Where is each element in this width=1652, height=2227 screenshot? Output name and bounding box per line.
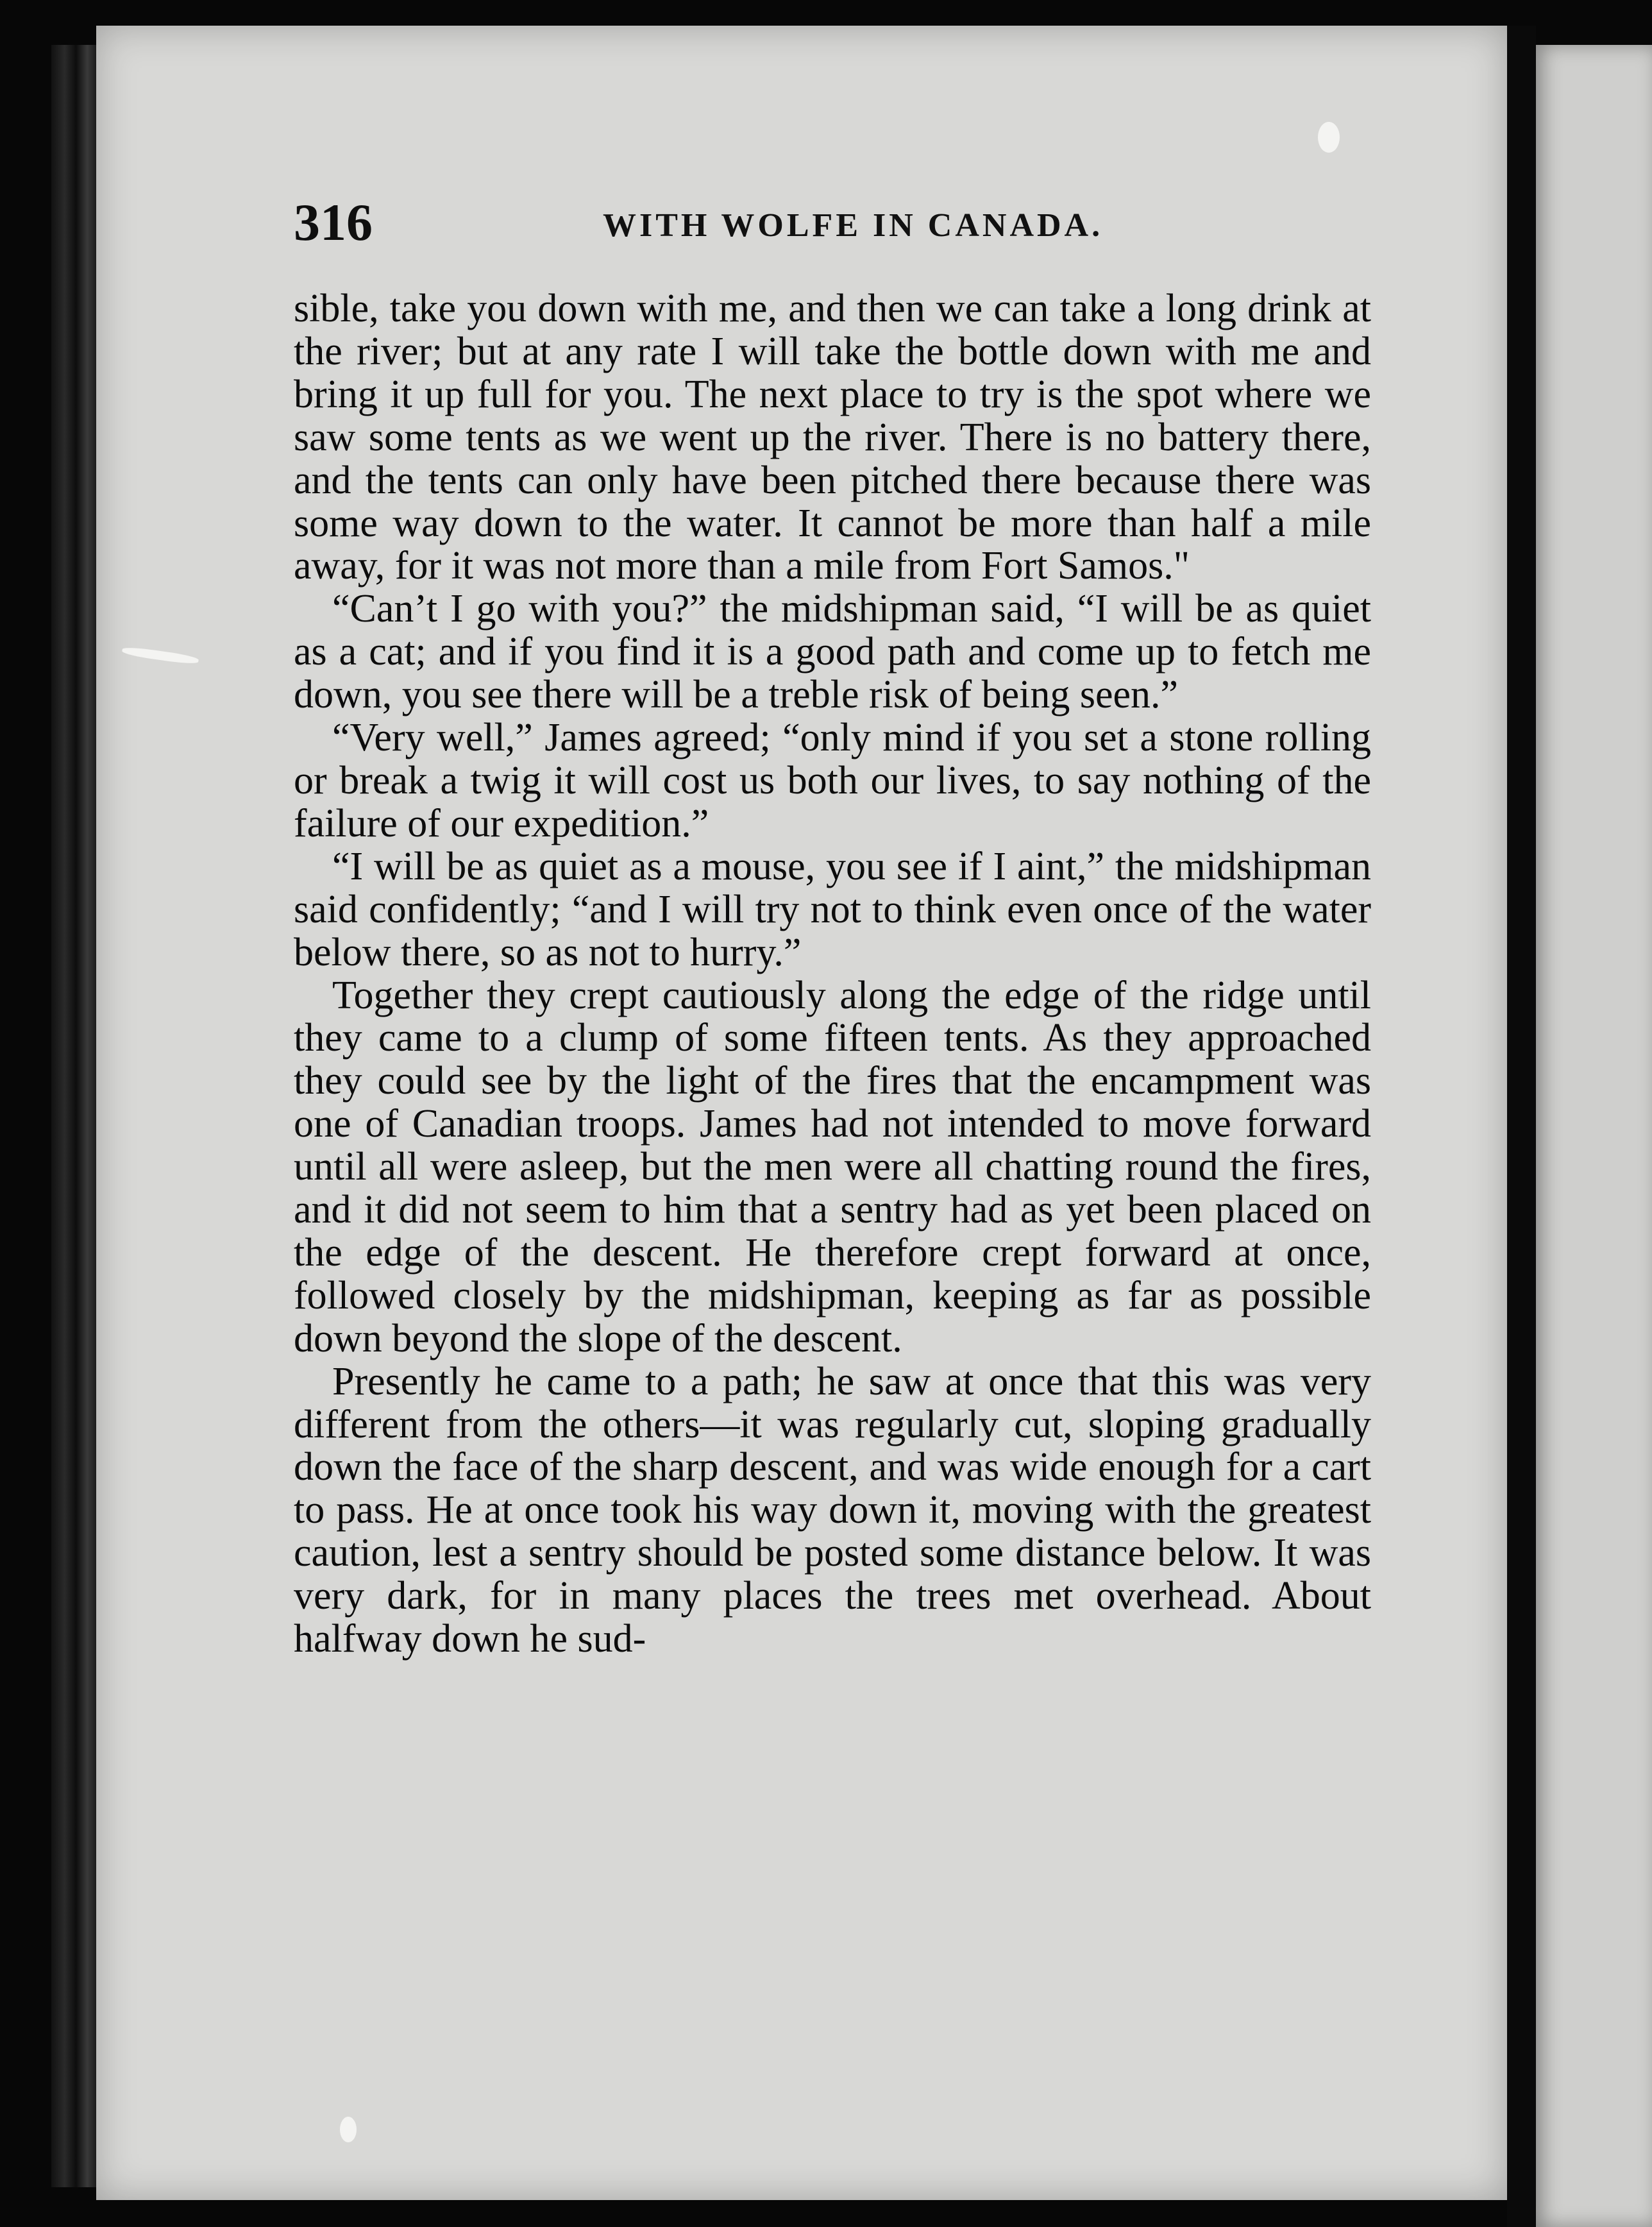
paragraph: “Very well,” James agreed; “only mind if you set a stone rolling or break a twig it will cost us both our lives, to say nothing of the failure of our expedition.” — [294, 716, 1371, 845]
page-header — [294, 192, 1384, 263]
paragraph: “Can’t I go with you?” the midshipman said, “I will be as quiet as a cat; and if you find it is a good path and come up to fetch me down, you see there will be a treble risk of being seen.” — [294, 587, 1371, 717]
page-number: 316 — [294, 193, 373, 251]
body-text — [294, 287, 1371, 1661]
scan-speck — [1318, 122, 1340, 153]
paragraph: “I will be as quiet as a mouse, you see if I aint,” the midshipman said confidently; “and I will try not to think even once of the water below there, so as not to hurry.” — [294, 844, 1371, 974]
paragraph: Presently he came to a path; he saw at once that this was very different from the others—it was regularly cut, sloping gradually down the face of the sharp descent, and was wide enough for a cart to pass. He at once took his way down it, moving with the greatest caution, lest a sentry should be posted some distance below. It was very dark, for in many places the trees met overhead. About halfway down he sud- — [294, 1359, 1371, 1661]
paragraph: sible, take you down with me, and then we can take a long drink at the river; but at any rate I will take the bottle down with me and bring it up full for you. The next place to try is the spot where we saw some tents as we went up the river. There is no battery there, and the tents can only have been pitched there because there was some way down to the water. It cannot be more than half a mile away, for it was not more than a mile from Fort Samos." — [294, 287, 1371, 588]
paragraph: Together they crept cautiously along the edge of the ridge until they came to a clump of some fifteen tents. As they approached they could see by the light of the fires that the encampment was one of Canadian troops. James had not intended to move forward until all were asleep, but the men were all chatting round the fires, and it did not seem to him that a sentry had as yet been placed on the edge of the descent. He therefore crept forward at once, followed closely by the midshipman, keeping as far as possible down beyond the slope of the descent. — [294, 973, 1371, 1360]
scan-speck — [122, 646, 199, 666]
page-gutter — [1507, 26, 1536, 2227]
book-binding-edge — [51, 45, 96, 2187]
scan-speck — [340, 2117, 357, 2142]
running-head: WITH WOLFE IN CANADA. — [603, 207, 1104, 244]
facing-page-edge — [1536, 45, 1652, 2227]
